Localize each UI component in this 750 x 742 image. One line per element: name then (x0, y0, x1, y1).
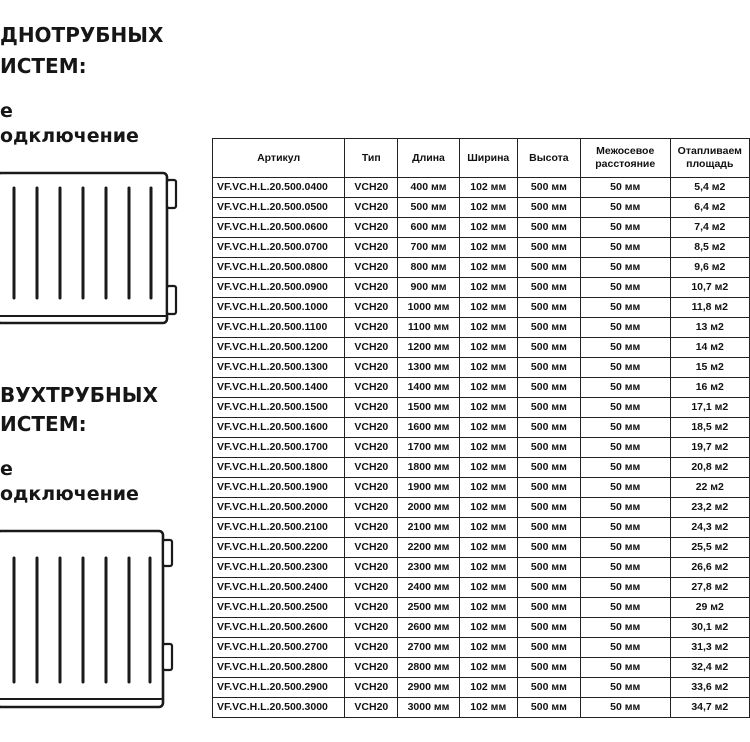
axial-distance-cell: 50 мм (580, 538, 670, 558)
width-cell: 102 мм (459, 678, 517, 698)
col-header-article: Артикул (213, 139, 345, 178)
heated-area-cell: 19,7 м2 (670, 438, 749, 458)
height-cell: 500 мм (517, 538, 580, 558)
width-cell: 102 мм (459, 198, 517, 218)
width-cell: 102 мм (459, 398, 517, 418)
type-cell: VCH20 (345, 278, 398, 298)
heated-area-cell: 11,8 м2 (670, 298, 749, 318)
article-cell: VF.VC.H.L.20.500.2200 (213, 538, 345, 558)
table-row (213, 258, 750, 278)
heated-area-cell: 14 м2 (670, 338, 749, 358)
height-cell: 500 мм (517, 618, 580, 638)
table-row (213, 498, 750, 518)
width-cell: 102 мм (459, 658, 517, 678)
article-cell: VF.VC.H.L.20.500.2800 (213, 658, 345, 678)
length-cell: 800 мм (398, 258, 459, 278)
width-cell: 102 мм (459, 538, 517, 558)
heated-area-cell: 8,5 м2 (670, 238, 749, 258)
axial-distance-cell: 50 мм (580, 578, 670, 598)
length-cell: 1600 мм (398, 418, 459, 438)
table-row (213, 318, 750, 338)
spec-table (212, 138, 750, 718)
axial-distance-cell: 50 мм (580, 638, 670, 658)
type-cell: VCH20 (345, 238, 398, 258)
col-header-axial-distance-line1: Межосевое (596, 145, 655, 157)
table-row (213, 438, 750, 458)
length-cell: 1200 мм (398, 338, 459, 358)
width-cell: 102 мм (459, 578, 517, 598)
width-cell: 102 мм (459, 638, 517, 658)
type-cell: VCH20 (345, 538, 398, 558)
width-cell: 102 мм (459, 478, 517, 498)
heated-area-cell: 24,3 м2 (670, 518, 749, 538)
article-cell: VF.VC.H.L.20.500.2000 (213, 498, 345, 518)
article-cell: VF.VC.H.L.20.500.1900 (213, 478, 345, 498)
spec-table-body (213, 178, 750, 718)
axial-distance-cell: 50 мм (580, 678, 670, 698)
axial-distance-cell: 50 мм (580, 318, 670, 338)
axial-distance-cell: 50 мм (580, 478, 670, 498)
table-row (213, 618, 750, 638)
length-cell: 1100 мм (398, 318, 459, 338)
axial-distance-cell: 50 мм (580, 298, 670, 318)
width-cell: 102 мм (459, 458, 517, 478)
col-header-axial-distance (580, 139, 670, 178)
table-row (213, 218, 750, 238)
width-cell: 102 мм (459, 618, 517, 638)
table-row (213, 338, 750, 358)
type-cell: VCH20 (345, 178, 398, 198)
col-header-axial-distance-line2: расстояние (595, 158, 656, 170)
axial-distance-cell: 50 мм (580, 338, 670, 358)
article-cell: VF.VC.H.L.20.500.2700 (213, 638, 345, 658)
article-cell: VF.VC.H.L.20.500.2500 (213, 598, 345, 618)
width-cell: 102 мм (459, 238, 517, 258)
article-cell: VF.VC.H.L.20.500.2400 (213, 578, 345, 598)
heated-area-cell: 20,8 м2 (670, 458, 749, 478)
article-cell: VF.VC.H.L.20.500.1200 (213, 338, 345, 358)
type-cell: VCH20 (345, 618, 398, 638)
type-cell: VCH20 (345, 438, 398, 458)
table-row (213, 398, 750, 418)
axial-distance-cell: 50 мм (580, 218, 670, 238)
article-cell: VF.VC.H.L.20.500.1300 (213, 358, 345, 378)
heated-area-cell: 9,6 м2 (670, 258, 749, 278)
type-cell: VCH20 (345, 498, 398, 518)
article-cell: VF.VC.H.L.20.500.1800 (213, 458, 345, 478)
height-cell: 500 мм (517, 558, 580, 578)
section-subtitle-line2: одключение (0, 483, 139, 505)
section-subtitle-line2: одключение (0, 125, 139, 147)
width-cell: 102 мм (459, 378, 517, 398)
length-cell: 1300 мм (398, 358, 459, 378)
height-cell: 500 мм (517, 398, 580, 418)
table-row (213, 698, 750, 718)
length-cell: 900 мм (398, 278, 459, 298)
length-cell: 1500 мм (398, 398, 459, 418)
length-cell: 1000 мм (398, 298, 459, 318)
axial-distance-cell: 50 мм (580, 418, 670, 438)
length-cell: 2800 мм (398, 658, 459, 678)
table-row (213, 458, 750, 478)
width-cell: 102 мм (459, 698, 517, 718)
axial-distance-cell: 50 мм (580, 438, 670, 458)
axial-distance-cell: 50 мм (580, 598, 670, 618)
axial-distance-cell: 50 мм (580, 358, 670, 378)
width-cell: 102 мм (459, 278, 517, 298)
type-cell: VCH20 (345, 518, 398, 538)
heated-area-cell: 31,3 м2 (670, 638, 749, 658)
type-cell: VCH20 (345, 458, 398, 478)
length-cell: 1700 мм (398, 438, 459, 458)
col-header-length: Длина (398, 139, 459, 178)
width-cell: 102 мм (459, 498, 517, 518)
article-cell: VF.VC.H.L.20.500.1100 (213, 318, 345, 338)
col-header-heated-area-line2: площадь (686, 158, 734, 170)
article-cell: VF.VC.H.L.20.500.2900 (213, 678, 345, 698)
height-cell: 500 мм (517, 378, 580, 398)
type-cell: VCH20 (345, 338, 398, 358)
heated-area-cell: 6,4 м2 (670, 198, 749, 218)
heated-area-cell: 30,1 м2 (670, 618, 749, 638)
col-header-width: Ширина (459, 139, 517, 178)
table-row (213, 298, 750, 318)
col-header-height: Высота (517, 139, 580, 178)
width-cell: 102 мм (459, 418, 517, 438)
length-cell: 700 мм (398, 238, 459, 258)
axial-distance-cell: 50 мм (580, 258, 670, 278)
spec-table-container (212, 138, 750, 718)
height-cell: 500 мм (517, 458, 580, 478)
axial-distance-cell: 50 мм (580, 198, 670, 218)
width-cell: 102 мм (459, 558, 517, 578)
article-cell: VF.VC.H.L.20.500.0600 (213, 218, 345, 238)
article-cell: VF.VC.H.L.20.500.1400 (213, 378, 345, 398)
table-row (213, 238, 750, 258)
table-row (213, 638, 750, 658)
article-cell: VF.VC.H.L.20.500.1000 (213, 298, 345, 318)
radiator-side-connection-icon (0, 170, 185, 330)
length-cell: 2000 мм (398, 498, 459, 518)
section-title-line2: ИСТЕМ: (0, 412, 87, 436)
article-cell: VF.VC.H.L.20.500.2100 (213, 518, 345, 538)
article-cell: VF.VC.H.L.20.500.0700 (213, 238, 345, 258)
article-cell: VF.VC.H.L.20.500.2300 (213, 558, 345, 578)
height-cell: 500 мм (517, 658, 580, 678)
height-cell: 500 мм (517, 698, 580, 718)
width-cell: 102 мм (459, 258, 517, 278)
type-cell: VCH20 (345, 318, 398, 338)
height-cell: 500 мм (517, 638, 580, 658)
article-cell: VF.VC.H.L.20.500.0900 (213, 278, 345, 298)
height-cell: 500 мм (517, 498, 580, 518)
axial-distance-cell: 50 мм (580, 698, 670, 718)
length-cell: 1900 мм (398, 478, 459, 498)
heated-area-cell: 10,7 м2 (670, 278, 749, 298)
heated-area-cell: 27,8 м2 (670, 578, 749, 598)
height-cell: 500 мм (517, 278, 580, 298)
length-cell: 1400 мм (398, 378, 459, 398)
table-row (213, 378, 750, 398)
width-cell: 102 мм (459, 358, 517, 378)
width-cell: 102 мм (459, 178, 517, 198)
height-cell: 500 мм (517, 298, 580, 318)
table-row (213, 278, 750, 298)
height-cell: 500 мм (517, 678, 580, 698)
article-cell: VF.VC.H.L.20.500.0800 (213, 258, 345, 278)
type-cell: VCH20 (345, 478, 398, 498)
width-cell: 102 мм (459, 338, 517, 358)
section-subtitle-line1: е (0, 100, 13, 122)
width-cell: 102 мм (459, 598, 517, 618)
height-cell: 500 мм (517, 478, 580, 498)
table-row (213, 678, 750, 698)
length-cell: 2200 мм (398, 538, 459, 558)
section-title-line1: ДНОТРУБНЫХ (0, 23, 164, 47)
table-row (213, 558, 750, 578)
heated-area-cell: 23,2 м2 (670, 498, 749, 518)
type-cell: VCH20 (345, 378, 398, 398)
length-cell: 600 мм (398, 218, 459, 238)
article-cell: VF.VC.H.L.20.500.3000 (213, 698, 345, 718)
heated-area-cell: 18,5 м2 (670, 418, 749, 438)
type-cell: VCH20 (345, 598, 398, 618)
table-row (213, 578, 750, 598)
length-cell: 1800 мм (398, 458, 459, 478)
length-cell: 400 мм (398, 178, 459, 198)
heated-area-cell: 13 м2 (670, 318, 749, 338)
length-cell: 2900 мм (398, 678, 459, 698)
type-cell: VCH20 (345, 298, 398, 318)
heated-area-cell: 29 м2 (670, 598, 749, 618)
heated-area-cell: 22 м2 (670, 478, 749, 498)
width-cell: 102 мм (459, 218, 517, 238)
height-cell: 500 мм (517, 258, 580, 278)
table-row (213, 198, 750, 218)
heated-area-cell: 32,4 м2 (670, 658, 749, 678)
section-title-line1: ВУХТРУБНЫХ (0, 383, 158, 407)
article-cell: VF.VC.H.L.20.500.1500 (213, 398, 345, 418)
col-header-heated-area-line1: Отапливаем (677, 145, 742, 157)
table-row (213, 518, 750, 538)
heated-area-cell: 15 м2 (670, 358, 749, 378)
table-row (213, 418, 750, 438)
width-cell: 102 мм (459, 318, 517, 338)
height-cell: 500 мм (517, 578, 580, 598)
axial-distance-cell: 50 мм (580, 458, 670, 478)
axial-distance-cell: 50 мм (580, 398, 670, 418)
article-cell: VF.VC.H.L.20.500.2600 (213, 618, 345, 638)
axial-distance-cell: 50 мм (580, 658, 670, 678)
type-cell: VCH20 (345, 258, 398, 278)
axial-distance-cell: 50 мм (580, 178, 670, 198)
length-cell: 2400 мм (398, 578, 459, 598)
heated-area-cell: 5,4 м2 (670, 178, 749, 198)
length-cell: 3000 мм (398, 698, 459, 718)
table-row (213, 478, 750, 498)
width-cell: 102 мм (459, 518, 517, 538)
table-row (213, 598, 750, 618)
type-cell: VCH20 (345, 578, 398, 598)
length-cell: 500 мм (398, 198, 459, 218)
heated-area-cell: 34,7 м2 (670, 698, 749, 718)
height-cell: 500 мм (517, 198, 580, 218)
type-cell: VCH20 (345, 658, 398, 678)
height-cell: 500 мм (517, 218, 580, 238)
type-cell: VCH20 (345, 418, 398, 438)
section-subtitle-line1: е (0, 458, 13, 480)
table-row (213, 538, 750, 558)
type-cell: VCH20 (345, 358, 398, 378)
heated-area-cell: 7,4 м2 (670, 218, 749, 238)
col-header-type: Тип (345, 139, 398, 178)
radiator-bottom-connection-icon (0, 528, 185, 713)
heated-area-cell: 26,6 м2 (670, 558, 749, 578)
height-cell: 500 мм (517, 438, 580, 458)
heated-area-cell: 25,5 м2 (670, 538, 749, 558)
width-cell: 102 мм (459, 438, 517, 458)
length-cell: 2100 мм (398, 518, 459, 538)
table-row (213, 178, 750, 198)
col-header-heated-area (670, 139, 749, 178)
height-cell: 500 мм (517, 598, 580, 618)
axial-distance-cell: 50 мм (580, 498, 670, 518)
article-cell: VF.VC.H.L.20.500.1700 (213, 438, 345, 458)
type-cell: VCH20 (345, 638, 398, 658)
axial-distance-cell: 50 мм (580, 278, 670, 298)
type-cell: VCH20 (345, 558, 398, 578)
height-cell: 500 мм (517, 358, 580, 378)
height-cell: 500 мм (517, 318, 580, 338)
length-cell: 2300 мм (398, 558, 459, 578)
table-row (213, 658, 750, 678)
length-cell: 2700 мм (398, 638, 459, 658)
heated-area-cell: 33,6 м2 (670, 678, 749, 698)
axial-distance-cell: 50 мм (580, 518, 670, 538)
type-cell: VCH20 (345, 218, 398, 238)
length-cell: 2600 мм (398, 618, 459, 638)
table-header-row (213, 139, 750, 178)
axial-distance-cell: 50 мм (580, 378, 670, 398)
axial-distance-cell: 50 мм (580, 558, 670, 578)
type-cell: VCH20 (345, 198, 398, 218)
heated-area-cell: 16 м2 (670, 378, 749, 398)
height-cell: 500 мм (517, 418, 580, 438)
article-cell: VF.VC.H.L.20.500.0500 (213, 198, 345, 218)
height-cell: 500 мм (517, 518, 580, 538)
article-cell: VF.VC.H.L.20.500.1600 (213, 418, 345, 438)
width-cell: 102 мм (459, 298, 517, 318)
table-row (213, 358, 750, 378)
section-title-line2: ИСТЕМ: (0, 54, 87, 78)
height-cell: 500 мм (517, 178, 580, 198)
height-cell: 500 мм (517, 338, 580, 358)
type-cell: VCH20 (345, 678, 398, 698)
article-cell: VF.VC.H.L.20.500.0400 (213, 178, 345, 198)
axial-distance-cell: 50 мм (580, 238, 670, 258)
length-cell: 2500 мм (398, 598, 459, 618)
axial-distance-cell: 50 мм (580, 618, 670, 638)
height-cell: 500 мм (517, 238, 580, 258)
heated-area-cell: 17,1 м2 (670, 398, 749, 418)
type-cell: VCH20 (345, 698, 398, 718)
type-cell: VCH20 (345, 398, 398, 418)
